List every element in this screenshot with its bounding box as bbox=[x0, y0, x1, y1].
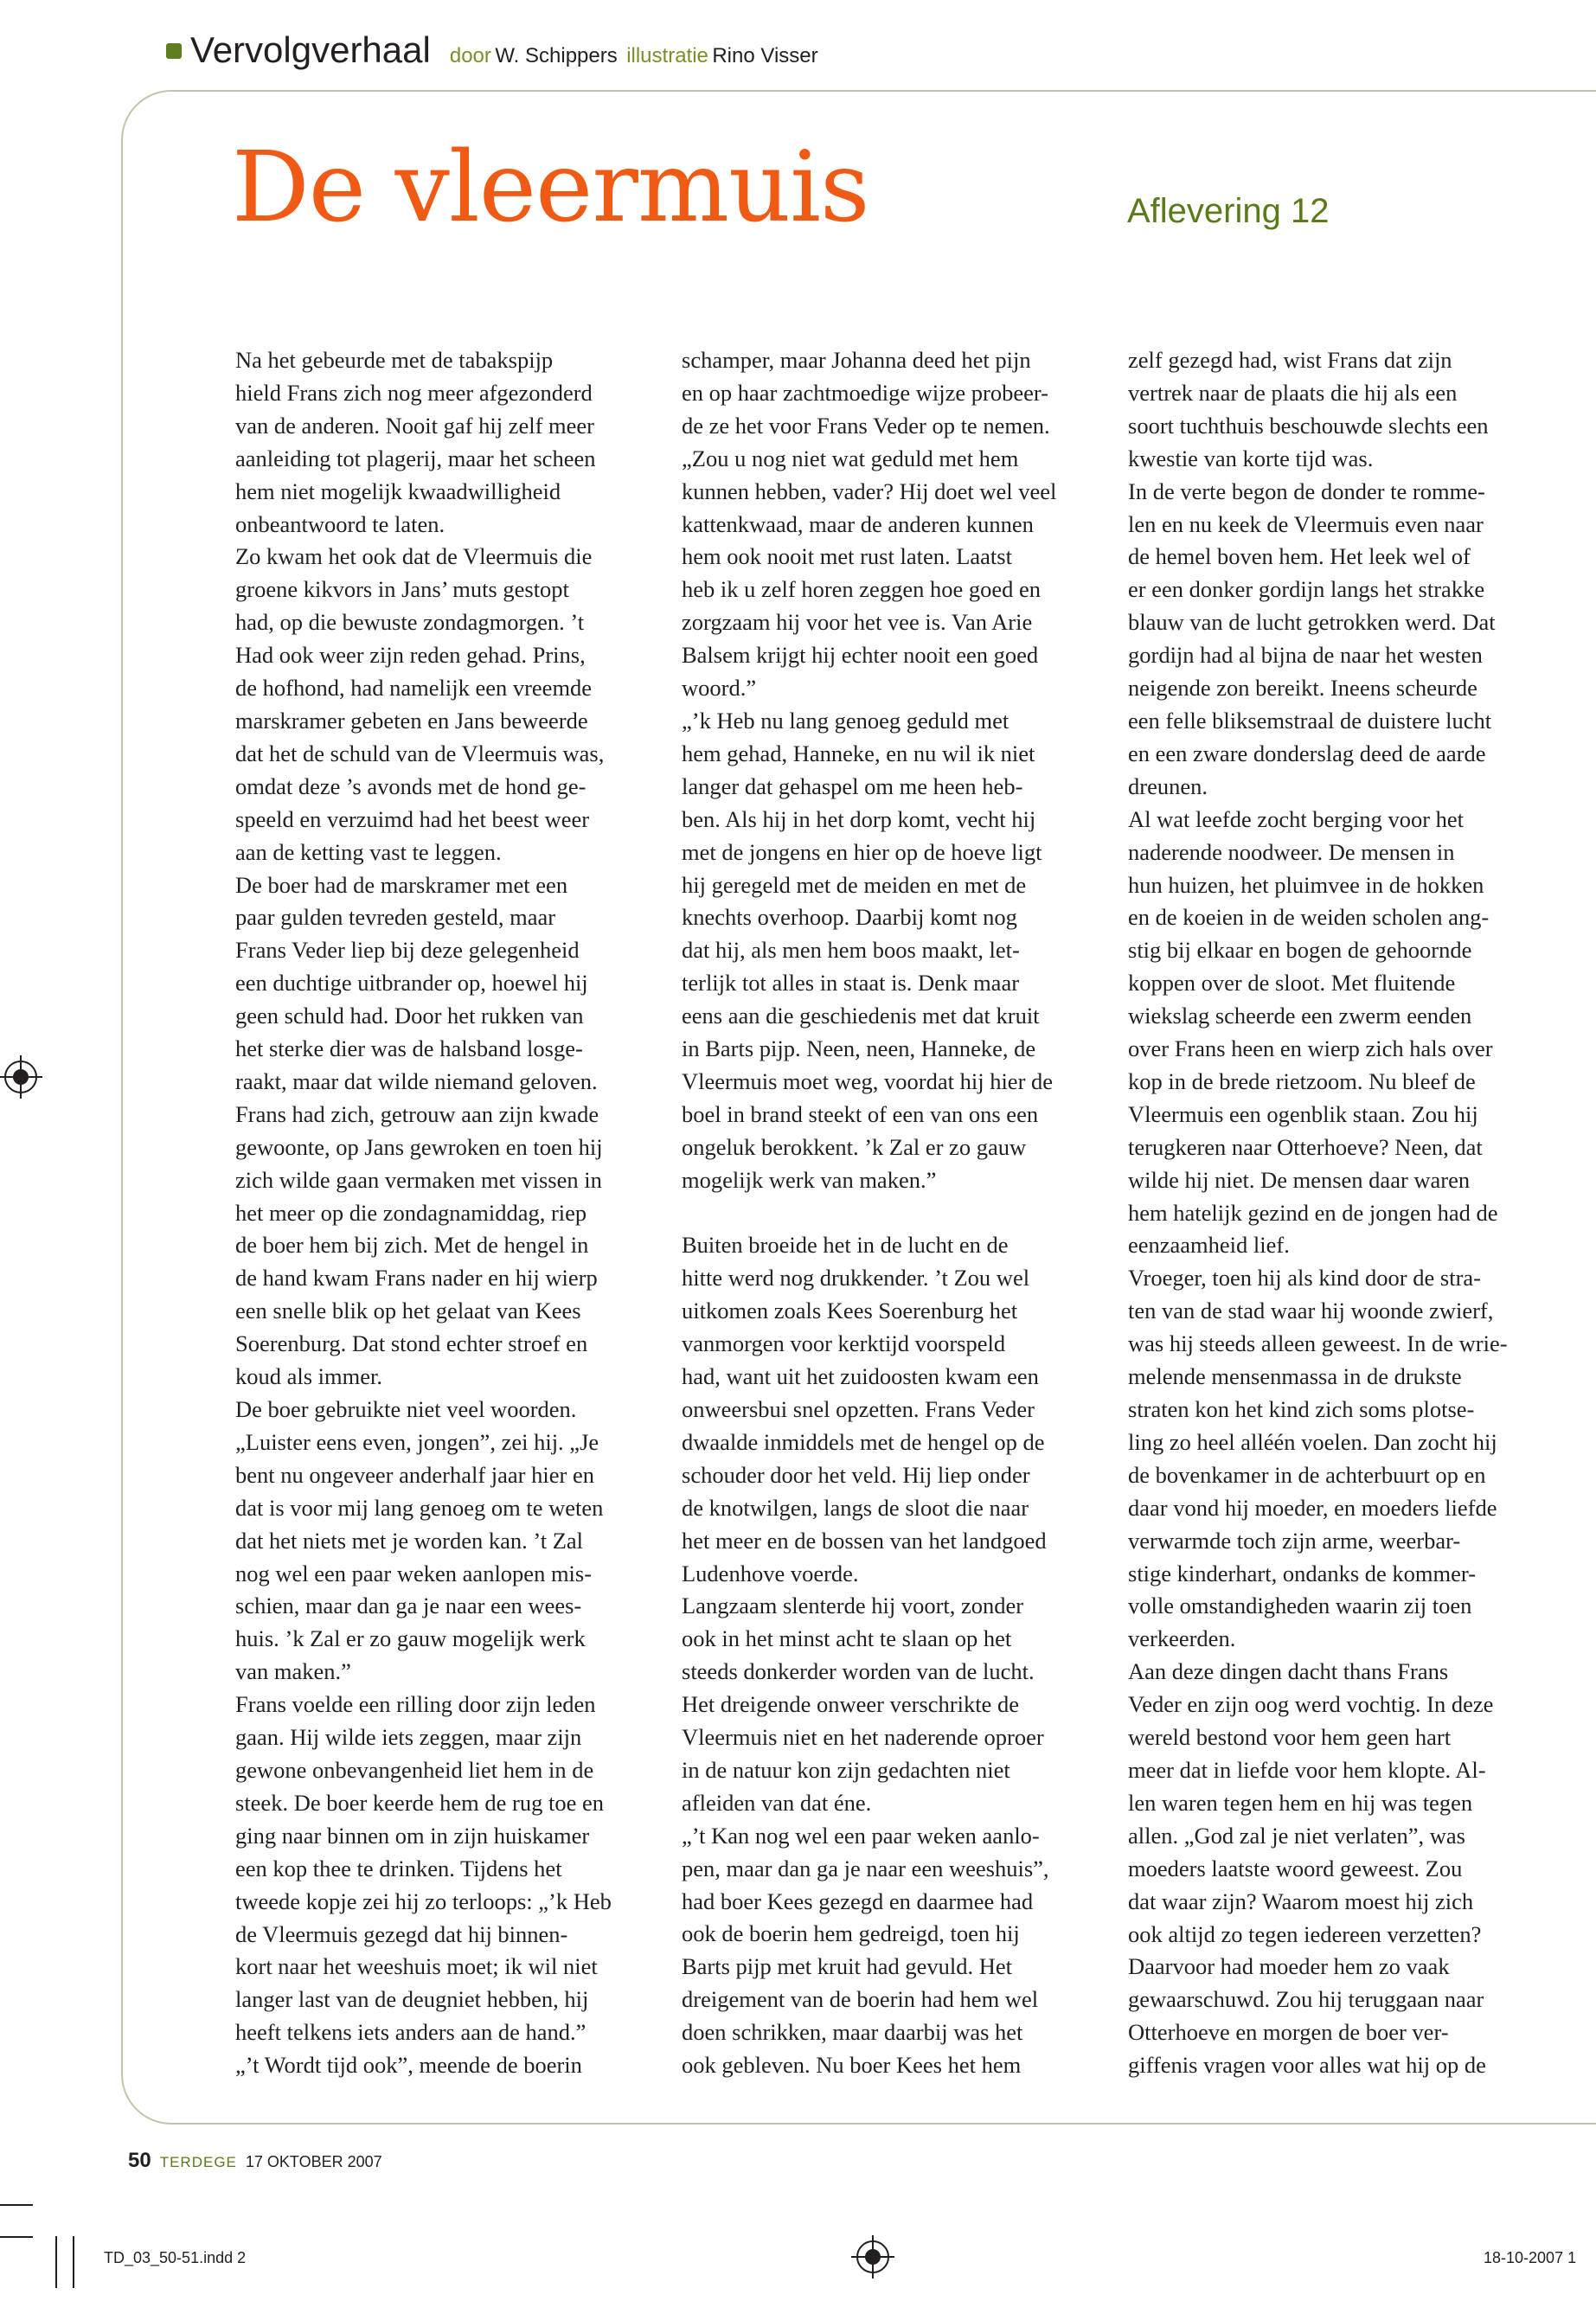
text-line: uitkomen zoals Kees Soerenburg het bbox=[682, 1298, 1018, 1324]
text-line: gewone onbevangenheid liet hem in de bbox=[235, 1756, 594, 1783]
text-line: gordijn had al bijna de naar het westen bbox=[1128, 642, 1483, 669]
text-line: hem hatelijk gezind en de jongen had de bbox=[1128, 1199, 1498, 1226]
crop-mark bbox=[73, 2236, 74, 2288]
text-line: terugkeren naar Otterhoeve? Neen, dat bbox=[1128, 1133, 1483, 1160]
text-line: vertrek naar de plaats die hij als een bbox=[1128, 379, 1458, 406]
text-line: ook gebleven. Nu boer Kees het hem bbox=[682, 2052, 1022, 2079]
text-line: kwestie van korte tijd was. bbox=[1128, 445, 1374, 471]
text-line: verkeerden. bbox=[1128, 1625, 1236, 1652]
text-line: blauw van de lucht getrokken werd. Dat bbox=[1128, 609, 1496, 636]
text-line: Vleermuis een ogenblik staan. Zou hij bbox=[1128, 1100, 1478, 1127]
text-line: ook altijd zo tegen iedereen verzetten? bbox=[1128, 1920, 1482, 1947]
text-line: geen schuld had. Door het rukken van bbox=[235, 1003, 584, 1029]
text-line: Balsem krijgt hij echter nooit een goed bbox=[682, 642, 1039, 669]
text-line: hij geregeld met de meiden en met de bbox=[682, 871, 1027, 898]
text-line: de hand kwam Frans nader en hij wierp bbox=[235, 1265, 598, 1292]
text-line: hem niet mogelijk kwaadwilligheid bbox=[235, 478, 561, 504]
text-line: melende mensenmassa in de drukste bbox=[1128, 1363, 1462, 1390]
section-square-icon bbox=[166, 43, 182, 59]
text-line: dat is voor mij lang genoeg om te weten bbox=[235, 1494, 604, 1521]
text-line: len waren tegen hem en hij was tegen bbox=[1128, 1789, 1473, 1816]
text-line: de hemel boven hem. Het leek wel of bbox=[1128, 543, 1471, 570]
text-line: stige kinderhart, ondanks de kommer- bbox=[1128, 1560, 1477, 1586]
text-line: verwarmde toch zijn arme, weerbar- bbox=[1128, 1527, 1461, 1554]
text-line: De boer had de marskramer met een bbox=[235, 871, 568, 898]
text-line: „’t Kan nog wel een paar weken aanlo- bbox=[682, 1822, 1040, 1849]
text-line: langer dat gehaspel om me heen heb- bbox=[682, 772, 1023, 799]
text-line: Het dreigende onweer verschrikte de bbox=[682, 1691, 1019, 1718]
text-line: boel in brand steekt of een van ons een bbox=[682, 1100, 1039, 1127]
text-column-1 bbox=[235, 344, 672, 2082]
crop-mark bbox=[0, 2236, 33, 2238]
text-line: gaan. Hij wilde iets zeggen, maar zijn bbox=[235, 1724, 582, 1751]
page-footer bbox=[128, 2149, 382, 2173]
text-line: kattenkwaad, maar de anderen kunnen bbox=[682, 510, 1034, 537]
text-line: Na het gebeurde met de tabakspijp bbox=[235, 347, 554, 373]
text-line: wiekslag scheerde een zwerm eenden bbox=[1128, 1003, 1472, 1029]
page-number: 50 bbox=[128, 2149, 151, 2172]
text-line: woord.” bbox=[682, 675, 757, 702]
text-line: marskramer gebeten en Jans beweerde bbox=[235, 707, 588, 734]
text-line: straten kon het kind zich soms plotse- bbox=[1128, 1396, 1475, 1422]
text-line: doen schrikken, maar daarbij was het bbox=[682, 2019, 1023, 2046]
text-line: Frans Veder liep bij deze gelegenheid bbox=[235, 937, 580, 964]
text-line: hem gehad, Hanneke, en nu wil ik niet bbox=[682, 740, 1035, 766]
text-column-3 bbox=[1128, 344, 1565, 2082]
text-line: de hofhond, had namelijk een vreemde bbox=[235, 675, 593, 702]
text-line: Vroeger, toen hij als kind door de stra- bbox=[1128, 1265, 1481, 1292]
text-line: had, want uit het zuidoosten kwam een bbox=[682, 1363, 1039, 1390]
text-line: aanleiding tot plagerij, maar het scheen bbox=[235, 445, 596, 471]
text-line: Otterhoeve en morgen de boer ver- bbox=[1128, 2019, 1449, 2046]
text-line: Barts pijp met kruit had gevuld. Het bbox=[682, 1953, 1012, 1980]
registration-mark-icon bbox=[4, 1061, 37, 1093]
text-line: dreunen. bbox=[1128, 772, 1208, 799]
text-line: stig bij elkaar en bogen de gehoornde bbox=[1128, 937, 1472, 964]
text-line: meer dat in liefde voor hem klopte. Al- bbox=[1128, 1756, 1486, 1783]
text-line: Vleermuis niet en het naderende oproer bbox=[682, 1724, 1044, 1751]
text-line: speeld en verzuimd had het beest weer bbox=[235, 805, 590, 832]
text-line: hield Frans zich nog meer afgezonderd bbox=[235, 379, 593, 406]
text-line: dat waar zijn? Waarom moest hij zich bbox=[1128, 1888, 1474, 1914]
text-line: heeft telkens iets anders aan de hand.” bbox=[235, 2019, 586, 2046]
text-line: met de jongens en hier op de hoeve ligt bbox=[682, 838, 1042, 865]
text-line: schamper, maar Johanna deed het pijn bbox=[682, 347, 1031, 373]
text-line: heb ik u zelf horen zeggen hoe goed en bbox=[682, 576, 1041, 603]
text-line: soort tuchthuis beschouwde slechts een bbox=[1128, 412, 1489, 439]
text-line: bent nu ongeveer anderhalf jaar hier en bbox=[235, 1461, 594, 1488]
text-line: had, op die bewuste zondagmorgen. ’t bbox=[235, 609, 585, 636]
text-line: onbeantwoord te laten. bbox=[235, 510, 445, 537]
text-line: was hij steeds alleen geweest. In de wrie- bbox=[1128, 1330, 1508, 1357]
text-line: in de natuur kon zijn gedachten niet bbox=[682, 1756, 1010, 1783]
text-line: Ludenhove voerde. bbox=[682, 1560, 859, 1586]
text-line: Soerenburg. Dat stond echter stroef en bbox=[235, 1330, 588, 1357]
text-line: het meer op die zondagnamiddag, riep bbox=[235, 1199, 587, 1226]
text-line: ongeluk berokkent. ’k Zal er zo gauw bbox=[682, 1133, 1027, 1160]
magazine-name: TERDEGE bbox=[159, 2154, 237, 2170]
text-line: steeds donkerder worden van de lucht. bbox=[682, 1658, 1035, 1685]
text-line: „’t Wordt tijd ook”, meende de boerin bbox=[235, 2052, 582, 2079]
text-line: kort naar het weeshuis moet; ik wil niet bbox=[235, 1953, 598, 1980]
text-line: groene kikvors in Jans’ muts gestopt bbox=[235, 576, 569, 603]
text-line: ling zo heel alléén voelen. Dan zocht hij bbox=[1128, 1428, 1497, 1455]
text-line: dat het de schuld van de Vleermuis was, bbox=[235, 740, 605, 766]
text-line: koppen over de sloot. Met fluitende bbox=[1128, 970, 1456, 997]
text-line: ook in het minst acht te slaan op het bbox=[682, 1625, 1012, 1652]
text-line: wereld bestond voor hem geen hart bbox=[1128, 1724, 1452, 1751]
text-line: ben. Als hij in het dorp komt, vecht hij bbox=[682, 805, 1036, 832]
author-label: door bbox=[449, 44, 491, 67]
text-line: nog wel een paar weken aanlopen mis- bbox=[235, 1560, 593, 1586]
text-line: er een donker gordijn langs het strakke bbox=[1128, 576, 1485, 603]
text-line: de bovenkamer in de achterbuurt op en bbox=[1128, 1461, 1486, 1488]
text-line: Zo kwam het ook dat de Vleermuis die bbox=[235, 543, 593, 570]
text-line: aan de ketting vast te leggen. bbox=[235, 838, 502, 865]
text-line: onweersbui snel opzetten. Frans Veder bbox=[682, 1395, 1035, 1422]
crop-mark bbox=[0, 2204, 33, 2206]
crop-mark bbox=[55, 2236, 57, 2288]
text-line: de boer hem bij zich. Met de hengel in bbox=[235, 1232, 589, 1259]
text-line: tweede kopje zei hij zo terloops: „’k Heb bbox=[235, 1888, 612, 1914]
text-line: het sterke dier was de halsband losge- bbox=[235, 1035, 583, 1062]
text-line: gewaarschuwd. Zou hij teruggaan naar bbox=[1128, 1986, 1484, 2013]
text-line: van maken.” bbox=[235, 1658, 351, 1685]
text-line: schien, maar dan ga je naar een wees- bbox=[235, 1593, 582, 1619]
text-line: langer last van de deugniet hebben, hij bbox=[235, 1986, 589, 2013]
text-line: ook de boerin hem gedreigd, toen hij bbox=[682, 1920, 1020, 1947]
paragraph-break bbox=[682, 1197, 1118, 1230]
text-line: giffenis vragen voor alles wat hij op de bbox=[1128, 2052, 1486, 2079]
text-line: ging naar binnen om in zijn huiskamer bbox=[235, 1822, 590, 1849]
text-line: steek. De boer keerde hem de rug toe en bbox=[235, 1789, 605, 1816]
text-line: in Barts pijp. Neen, neen, Hanneke, de bbox=[682, 1035, 1036, 1062]
author-name: W. Schippers bbox=[495, 44, 618, 67]
text-line: len en nu keek de Vleermuis even naar bbox=[1128, 510, 1484, 537]
illustrator-name: Rino Visser bbox=[712, 44, 818, 67]
text-line: gewoonte, op Jans gewroken en toen hij bbox=[235, 1133, 603, 1160]
text-line: Langzaam slenterde hij voort, zonder bbox=[682, 1593, 1024, 1619]
text-line: kunnen hebben, vader? Hij doet wel veel bbox=[682, 478, 1057, 504]
text-line: Vleermuis moet weg, voordat hij hier de bbox=[682, 1067, 1054, 1094]
text-line: van de anderen. Nooit gaf hij zelf meer bbox=[235, 412, 594, 439]
text-line: hitte werd nog drukkender. ’t Zou wel bbox=[682, 1265, 1030, 1292]
text-line: ten van de stad waar hij woonde zwierf, bbox=[1128, 1298, 1494, 1324]
text-line: schouder door het veld. Hij liep onder bbox=[682, 1461, 1030, 1488]
text-line: allen. „God zal je niet verlaten”, was bbox=[1128, 1822, 1465, 1849]
text-line: zelf gezegd had, wist Frans dat zijn bbox=[1128, 347, 1452, 373]
text-column-2 bbox=[682, 344, 1118, 2082]
text-line: De boer gebruikte niet veel woorden. bbox=[235, 1396, 577, 1422]
text-line: een kop thee te drinken. Tijdens het bbox=[235, 1855, 562, 1881]
text-line: en op haar zachtmoedige wijze probeer- bbox=[682, 379, 1048, 406]
text-line: de Vleermuis gezegd dat hij binnen- bbox=[235, 1920, 568, 1947]
text-line: zich wilde gaan vermaken met vissen in bbox=[235, 1166, 602, 1193]
text-line: naderende noodweer. De mensen in bbox=[1128, 838, 1455, 865]
text-line: had boer Kees gezegd en daarmee had bbox=[682, 1888, 1034, 1914]
issue-date: 17 OKTOBER 2007 bbox=[245, 2153, 382, 2170]
text-line: Buiten broeide het in de lucht en de bbox=[682, 1232, 1009, 1259]
text-line: raakt, maar dat wilde niemand geloven. bbox=[235, 1067, 598, 1094]
text-line: dreigement van de boerin had hem wel bbox=[682, 1986, 1039, 2013]
section-title: Vervolgverhaal bbox=[190, 29, 431, 70]
text-line: zorgzaam hij voor het vee is. Van Arie bbox=[682, 609, 1033, 636]
text-line: het meer en de bossen van het landgoed bbox=[682, 1527, 1047, 1554]
text-line: vanmorgen voor kerktijd voorspeld bbox=[682, 1330, 1006, 1357]
text-line: en een zware donderslag deed de aarde bbox=[1128, 740, 1486, 766]
text-line: een felle bliksemstraal de duistere lucht bbox=[1128, 707, 1492, 734]
article-title: De vleermuis bbox=[232, 131, 869, 244]
text-line: mogelijk werk van maken.” bbox=[682, 1166, 937, 1193]
episode-label: Aflevering 12 bbox=[1127, 192, 1330, 230]
text-line: pen, maar dan ga je naar een weeshuis”, bbox=[682, 1855, 1049, 1881]
text-line: terlijk tot alles in staat is. Denk maar bbox=[682, 970, 1020, 997]
text-line: hun huizen, het pluimvee in de hokken bbox=[1128, 871, 1484, 898]
text-line: wilde hij niet. De mensen daar waren bbox=[1128, 1166, 1471, 1193]
text-line: Al wat leefde zocht berging voor het bbox=[1128, 805, 1465, 832]
text-line: een duchtige uitbrander op, hoewel hij bbox=[235, 970, 588, 997]
text-line: Veder en zijn oog werd vochtig. In deze bbox=[1128, 1691, 1494, 1718]
text-line: moeders laatste woord geweest. Zou bbox=[1128, 1855, 1463, 1881]
text-line: daar vond hij moeder, en moeders liefde bbox=[1128, 1494, 1497, 1521]
text-line: de knotwilgen, langs de sloot die naar bbox=[682, 1494, 1029, 1521]
text-line: omdat deze ’s avonds met de hond ge- bbox=[235, 772, 586, 799]
text-line: de ze het voor Frans Veder op te nemen. bbox=[682, 412, 1050, 439]
text-line: Frans voelde een rilling door zijn leden bbox=[235, 1691, 596, 1718]
text-line: paar gulden tevreden gesteld, maar bbox=[235, 904, 556, 931]
text-line: knechts overhoop. Daarbij komt nog bbox=[682, 904, 1017, 931]
text-line: een snelle blik op het gelaat van Kees bbox=[235, 1298, 581, 1324]
text-line: „Luister eens even, jongen”, zei hij. „Je bbox=[235, 1428, 599, 1455]
registration-mark-icon bbox=[856, 2240, 889, 2273]
text-line: dat het niets met je worden kan. ’t Zal bbox=[235, 1527, 584, 1554]
text-line: dwaalde inmiddels met de hengel op de bbox=[682, 1428, 1045, 1455]
text-line: over Frans heen en wierp zich hals over bbox=[1128, 1035, 1493, 1062]
text-line: afleiden van dat éne. bbox=[682, 1789, 872, 1816]
text-line: hem ook nooit met rust laten. Laatst bbox=[682, 543, 1012, 570]
text-line: Had ook weer zijn reden gehad. Prins, bbox=[235, 642, 586, 669]
text-line: neigende zon bereikt. Ineens scheurde bbox=[1128, 675, 1477, 702]
text-line: en de koeien in de weiden scholen ang- bbox=[1128, 904, 1490, 931]
text-line: koud als immer. bbox=[235, 1363, 383, 1390]
text-line: Aan deze dingen dacht thans Frans bbox=[1128, 1658, 1449, 1685]
text-line: huis. ’k Zal er zo gauw mogelijk werk bbox=[235, 1625, 586, 1652]
slug-date: 18-10-2007 1 bbox=[1484, 2249, 1577, 2266]
text-line: dat hij, als men hem boos maakt, let- bbox=[682, 937, 1020, 964]
text-line: Daarvoor had moeder hem zo vaak bbox=[1128, 1953, 1450, 1980]
page-header bbox=[166, 29, 818, 71]
text-line: „Zou u nog niet wat geduld met hem bbox=[682, 445, 1019, 471]
text-line: In de verte begon de donder te romme- bbox=[1128, 478, 1485, 504]
text-line: eenzaamheid lief. bbox=[1128, 1232, 1290, 1259]
illustration-label: illustratie bbox=[626, 44, 708, 67]
text-line: „’k Heb nu lang genoeg geduld met bbox=[682, 707, 1010, 734]
text-line: Frans had zich, getrouw aan zijn kwade bbox=[235, 1100, 599, 1127]
slug-filename: TD_03_50-51.indd 2 bbox=[104, 2249, 247, 2266]
text-line: volle omstandigheden waarin zij toen bbox=[1128, 1593, 1472, 1619]
text-line: eens aan die geschiedenis met dat kruit bbox=[682, 1003, 1040, 1029]
text-line: kop in de brede rietzoom. Nu bleef de bbox=[1128, 1067, 1476, 1094]
